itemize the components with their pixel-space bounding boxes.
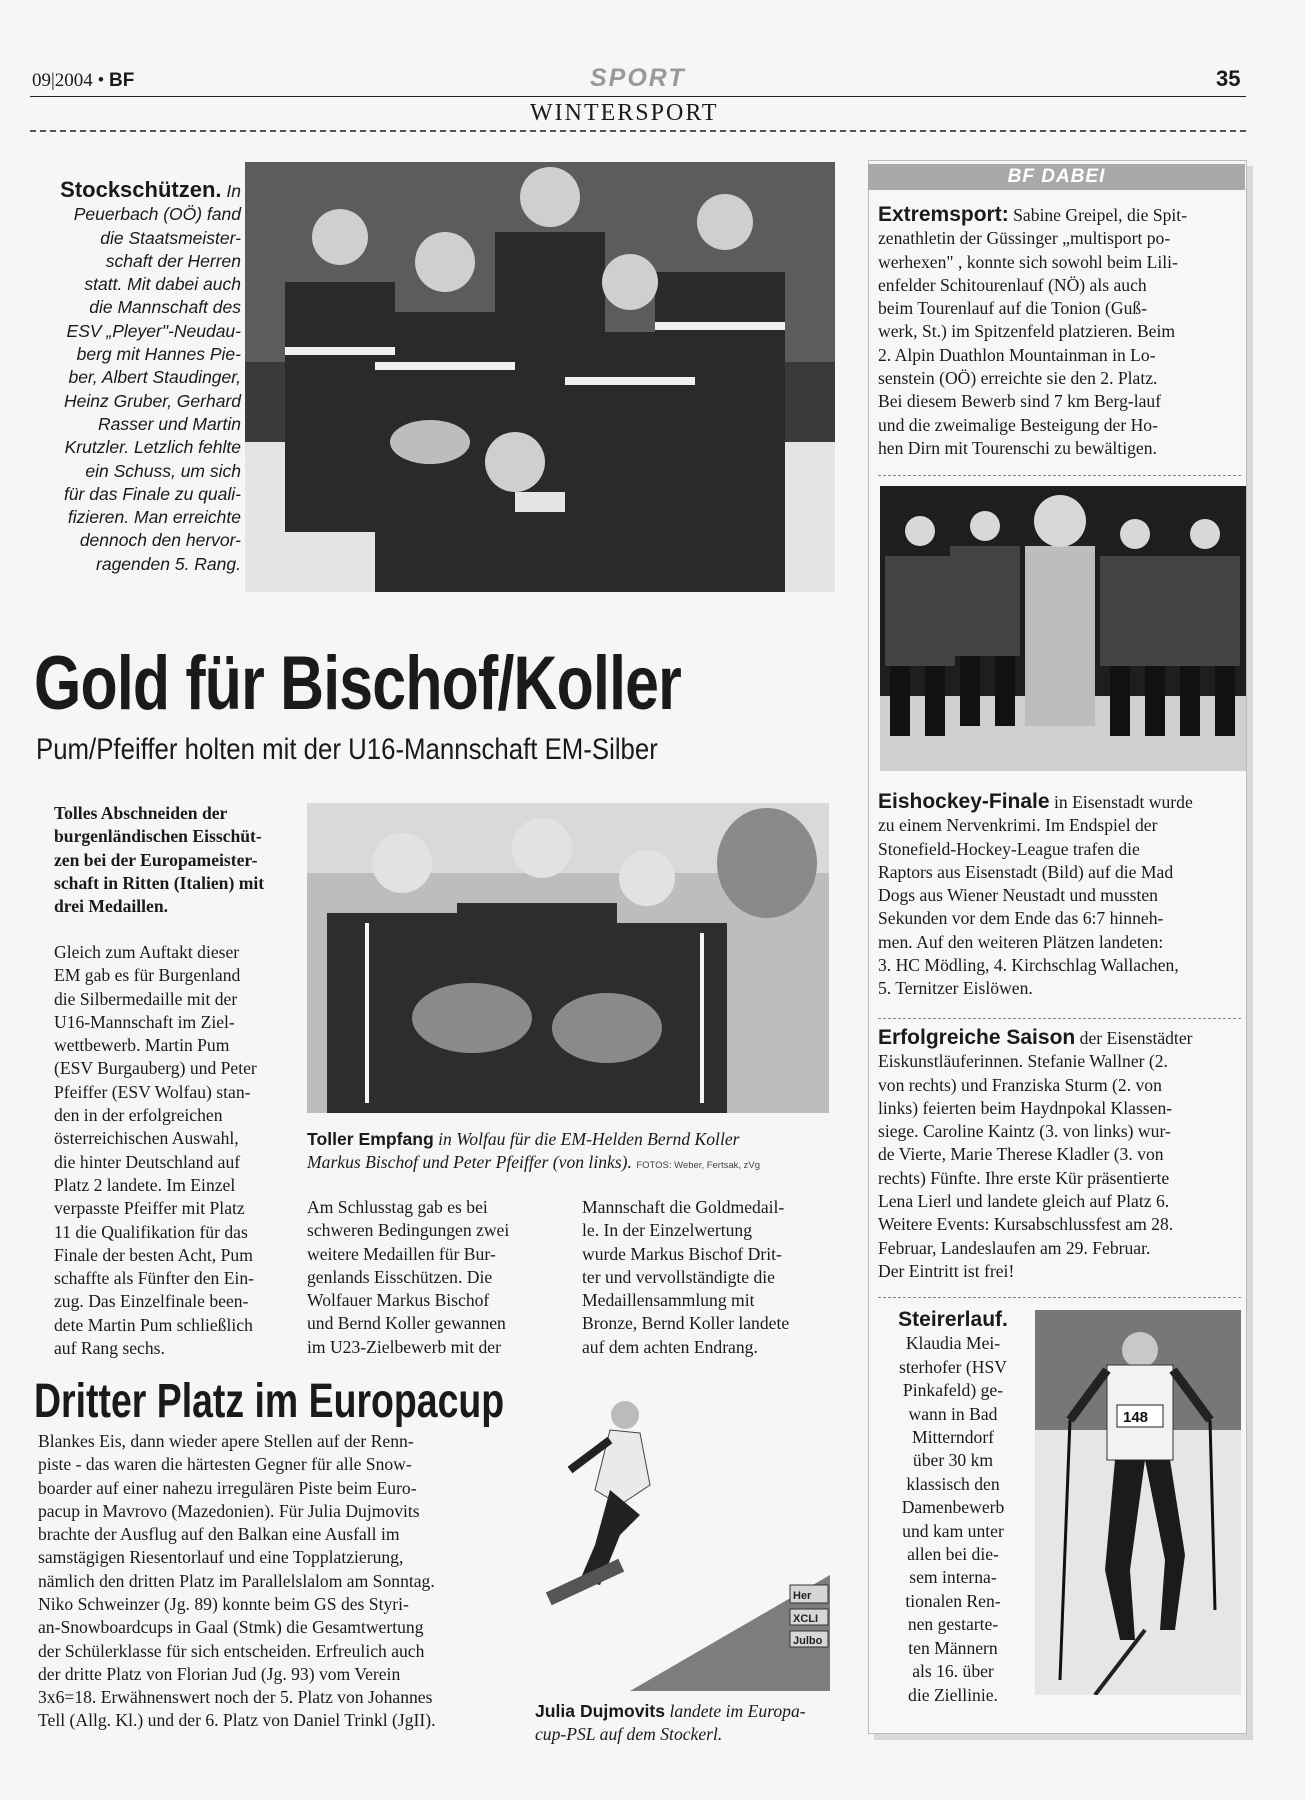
body-line: der Eisenstädter <box>1079 1028 1193 1048</box>
body-line: Eiskunstläuferinnen. Stefanie Wallner (2. <box>878 1051 1168 1072</box>
body-line: Der Eintritt ist frei! <box>878 1260 1015 1281</box>
body-line: im U23-Zielbewerb mit der <box>307 1336 501 1357</box>
body-line: de Vierte, Marie Therese Kladler (3. von <box>878 1144 1164 1165</box>
caption-line: Peuerbach (OÖ) fand <box>73 204 241 225</box>
body-line: Sabine Greipel, die Spit- <box>1013 205 1188 225</box>
body-line: piste - das waren die härtesten Gegner für alle Snow- <box>38 1454 412 1475</box>
photo-snowboarder <box>540 1395 830 1691</box>
body-line: hen Dirn mit Tourenschi zu bewältigen. <box>878 437 1157 458</box>
body-line: boarder auf einer nahezu irregulären Piste beim Euro- <box>38 1477 417 1498</box>
body-line: und die zweimalige Besteigung der Ho- <box>878 414 1158 435</box>
body-line: werk, St.) im Spitzenfeld platzieren. Beim <box>878 321 1176 342</box>
banner-text: XCLI <box>793 1613 819 1625</box>
caption-lead: Toller Empfang <box>307 1129 434 1149</box>
body-line: Damenbewerb <box>901 1497 1005 1518</box>
body-line: werhexen" , konnte sich sowohl beim Lili- <box>878 251 1178 272</box>
sidebar-lead: Steirerlauf. <box>898 1308 1008 1331</box>
body-line: auf Rang sechs. <box>54 1338 165 1359</box>
caption-line: Markus Bischof und Peter Pfeiffer (von links). <box>307 1152 632 1173</box>
article-column-1 <box>54 941 282 1360</box>
caption-line: die Staatsmeister- <box>100 227 241 248</box>
body-line: klassisch den <box>906 1473 1000 1494</box>
bib-number: 148 <box>1123 1409 1149 1426</box>
sidebar-lead: Eishockey-Finale <box>878 790 1050 813</box>
body-line: weitere Medaillen für Bur- <box>307 1243 496 1264</box>
caption-line: ragenden 5. Rang. <box>96 553 241 574</box>
body-line: sterhofer (HSV <box>899 1356 1007 1377</box>
photo-toller-empfang <box>307 803 829 1113</box>
body-line: österreichischen Auswahl, <box>54 1128 239 1149</box>
body-line: ten Männern <box>908 1637 998 1658</box>
page-number: 35 <box>1216 66 1241 91</box>
body-line: Lena Lierl und landete gleich auf Platz 6. <box>878 1191 1170 1212</box>
article-column-2 <box>307 1196 555 1359</box>
caption-line: für das Finale zu quali- <box>63 483 241 504</box>
body-line: dete Martin Pum schließlich <box>54 1314 253 1335</box>
body-line: von rechts) und Franziska Sturm (2. von <box>878 1074 1162 1095</box>
main-subheadline: Pum/Pfeiffer holten mit der U16-Mannschaft EM-Silber <box>36 733 658 766</box>
sidebar-extremsport <box>878 203 1241 460</box>
header-rule <box>30 96 1246 97</box>
caption-line: berg mit Hannes Pie- <box>76 344 241 365</box>
caption-line: fizieren. Man erreichte <box>67 507 241 528</box>
sidebar-lead: Extremsport: <box>878 203 1009 226</box>
body-line: U16-Mannschaft im Ziel- <box>54 1011 235 1032</box>
body-line: Medaillensammlung mit <box>582 1290 755 1311</box>
body-line: Pinkafeld) ge- <box>902 1380 1004 1401</box>
caption-line: Heinz Gruber, Gerhard <box>63 390 241 411</box>
intro-line: schaft in Ritten (Italien) mit <box>54 872 265 893</box>
caption-line: ber, Albert Staudinger, <box>68 367 241 388</box>
intro-line: zen bei der Europameister- <box>54 849 258 870</box>
body-line: nämlich den dritten Platz im Parallelslalom am Sonntag. <box>38 1570 435 1591</box>
caption-line: landete im Europa- <box>669 1701 806 1721</box>
body-line: EM gab es für Burgenland <box>54 965 241 986</box>
body-line: der dritte Platz von Florian Jud (Jg. 93) vom Verein <box>38 1663 401 1684</box>
sidebar-lead: Erfolgreiche Saison <box>878 1026 1076 1049</box>
body-line: die hinter Deutschland auf <box>54 1151 241 1172</box>
sidebar-banner: BF DABEI <box>868 164 1245 190</box>
sidebar-divider <box>878 1297 1241 1298</box>
body-line: genlands Eisschützen. Die <box>307 1266 493 1287</box>
photo-credit: FOTOS: Weber, Fertsak, zVg <box>636 1160 761 1172</box>
body-line: le. In der Einzelwertung <box>582 1220 753 1241</box>
caption-line: ESV „Pleyer"-Neudau- <box>66 320 241 341</box>
body-line: auf dem achten Endrang. <box>582 1336 758 1357</box>
body-line: verpasste Pfeiffer mit Platz <box>54 1198 245 1219</box>
issue-date: 09|2004 <box>32 70 93 91</box>
body-line: schaffte als Fünfter den Ein- <box>54 1268 254 1289</box>
body-line: (ESV Burgauberg) und Peter <box>54 1058 257 1079</box>
body-line: siege. Caroline Kaintz (3. von links) wur- <box>878 1121 1171 1142</box>
caption-line: ein Schuss, um sich <box>85 460 241 481</box>
body-line: wettbewerb. Martin Pum <box>54 1035 230 1056</box>
body-line: pacup in Mavrovo (Mazedonien). Für Julia Dujmovits <box>38 1500 420 1521</box>
caption-lead: Julia Dujmovits <box>535 1701 666 1721</box>
article-column-3 <box>582 1196 830 1359</box>
article-intro <box>54 802 282 918</box>
body-line: brachte der Ausflug auf den Balkan eine Ausfall im <box>38 1524 400 1545</box>
body-line: in Eisenstadt wurde <box>1053 792 1193 812</box>
body-line: beim Tourenlauf auf die Tonion (Guß- <box>878 298 1148 319</box>
body-line: Tell (Allg. Kl.) und der 6. Platz von Daniel Trinkl (JgII). <box>38 1710 436 1731</box>
sidebar-divider <box>878 1018 1241 1019</box>
body-line: links) feierten beim Haydnpokal Klassen- <box>878 1097 1173 1118</box>
intro-line: burgenländischen Eisschüt- <box>54 826 262 847</box>
body-line: enfelder Schitourenlauf (NÖ) als auch <box>878 274 1147 295</box>
body-line: als 16. über <box>912 1661 994 1682</box>
banner-text: Her <box>793 1590 812 1602</box>
body-line: und Bernd Koller gewannen <box>307 1313 506 1334</box>
body-line: den in der erfolgreichen <box>54 1105 223 1126</box>
caption-line: Rasser und Martin <box>98 413 241 434</box>
body-line: Stonefield-Hockey-League trafen die <box>878 838 1140 859</box>
body-line: und kam unter <box>902 1520 1004 1541</box>
body-line: Dogs aus Wiener Neustadt und mussten <box>878 885 1158 906</box>
body-line: allen bei die- <box>907 1544 999 1565</box>
body-line: wann in Bad <box>908 1403 998 1424</box>
body-line: Weitere Events: Kursabschlussfest am 28. <box>878 1214 1174 1235</box>
body-line: Mannschaft die Goldmedail- <box>582 1197 785 1217</box>
body-line: Sekunden vor dem Ende das 6:7 hinneh- <box>878 908 1164 929</box>
body-line: nen gestarte- <box>907 1614 999 1635</box>
intro-line: drei Medaillen. <box>54 896 169 917</box>
intro-line: Tolles Abschneiden der <box>54 803 228 823</box>
body-line: 3. HC Mödling, 4. Kirchschlag Wallachen, <box>878 955 1179 976</box>
body-line: senstein (OÖ) erreichte sie den 2. Platz. <box>878 368 1158 389</box>
magazine-name: BF <box>108 70 135 91</box>
team-photo-stockschuetzen <box>245 162 835 592</box>
body-line: Finale der besten Acht, Pum <box>54 1244 253 1265</box>
main-headline: Gold für Bischof/Koller <box>34 641 682 726</box>
body-line: Gleich zum Auftakt dieser <box>54 942 240 962</box>
body-line: sem interna- <box>909 1567 997 1588</box>
caption-line: cup-PSL auf dem Stockerl. <box>535 1724 723 1745</box>
sidebar-saison <box>878 1026 1241 1283</box>
caption-line: schaft der Herren <box>105 250 241 271</box>
photo-eishockey-raptors <box>880 486 1246 771</box>
caption-line: Krutzler. Letzlich fehlte <box>64 437 241 458</box>
section-label: SPORT <box>590 64 686 92</box>
header-bullet: • <box>97 70 105 91</box>
caption-line: In <box>226 181 241 201</box>
body-line: schweren Bedingungen zwei <box>307 1220 510 1241</box>
body-line: men. Auf den weiteren Plätzen landeten: <box>878 931 1164 952</box>
body-line: der Schülerklasse für sich entscheiden. Erfreulich auch <box>38 1640 425 1661</box>
caption-lead: Stockschützen. <box>60 177 222 202</box>
photo-caption-empfang <box>307 1128 827 1178</box>
body-line: an-Snowboardcups in Gaal (Stmk) die Gesamtwertung <box>38 1617 424 1638</box>
body-line: wurde Markus Bischof Drit- <box>582 1243 782 1264</box>
body-line: Wolfauer Markus Bischof <box>307 1290 490 1311</box>
europacup-paragraph-2 <box>38 1593 514 1733</box>
body-line: samstägigen Riesentorlauf und eine Topplatzierung, <box>38 1547 404 1568</box>
sidebar-divider <box>878 475 1241 476</box>
caption-line: dennoch den hervor- <box>79 530 241 551</box>
photo-caption-dujmovits <box>535 1700 835 1747</box>
body-line: die Ziellinie. <box>908 1684 998 1705</box>
body-line: tionalen Ren- <box>905 1590 1001 1611</box>
body-line: Mitterndorf <box>911 1427 995 1448</box>
body-line: 5. Ternitzer Eislöwen. <box>878 978 1033 999</box>
body-line: zu einem Nervenkrimi. Im Endspiel der <box>878 815 1158 836</box>
body-line: Am Schlusstag gab es bei <box>307 1197 488 1217</box>
body-line: Bei diesem Bewerb sind 7 km Berg-lauf <box>878 391 1162 412</box>
photo-steirerlauf-skier <box>1035 1310 1241 1695</box>
europacup-paragraph-1 <box>38 1430 514 1593</box>
body-line: Niko Schweinzer (Jg. 89) konnte beim GS des Styri- <box>38 1594 409 1614</box>
body-line: Pfeiffer (ESV Wolfau) stan- <box>54 1081 251 1102</box>
body-line: Blankes Eis, dann wieder apere Stellen auf der Renn- <box>38 1431 414 1451</box>
body-line: Bronze, Bernd Koller landete <box>582 1313 790 1334</box>
body-line: 2. Alpin Duathlon Mountainman in Lo- <box>878 344 1156 365</box>
sidebar-eishockey <box>878 790 1241 1001</box>
issue-line <box>32 70 134 92</box>
caption-line: statt. Mit dabei auch <box>84 274 241 295</box>
body-line: Klaudia Mei- <box>905 1333 1001 1354</box>
sidebar-steirerlauf <box>878 1308 1028 1707</box>
body-line: 11 die Qualifikation für das <box>54 1221 248 1242</box>
body-line: Februar, Landeslaufen am 29. Februar. <box>878 1237 1151 1258</box>
body-line: 3x6=18. Erwähnenswert noch der 5. Platz von Johannes <box>38 1687 433 1708</box>
rubric-title: WINTERSPORT <box>530 100 719 126</box>
europacup-headline: Dritter Platz im Europacup <box>34 1375 505 1428</box>
body-line: über 30 km <box>912 1450 994 1471</box>
body-line: ter und vervollständigte die <box>582 1266 775 1287</box>
caption-line: in Wolfau für die EM-Helden Bernd Koller <box>438 1129 740 1149</box>
body-line: zenathletin der Güssinger „multisport po- <box>878 228 1171 249</box>
body-line: rechts) Fünfte. Ihre erste Kür präsentierte <box>878 1167 1170 1188</box>
caption-line: die Mannschaft des <box>89 297 241 318</box>
photo-caption-stockschuetzen <box>36 178 241 576</box>
body-line: die Silbermedaille mit der <box>54 988 238 1009</box>
banner-text: Julbo <box>793 1635 823 1647</box>
body-line: Raptors aus Eisenstadt (Bild) auf die Mad <box>878 861 1174 882</box>
body-line: zug. Das Einzelfinale been- <box>54 1291 249 1312</box>
header-divider <box>30 130 1246 132</box>
body-line: Platz 2 landete. Im Einzel <box>54 1174 236 1195</box>
